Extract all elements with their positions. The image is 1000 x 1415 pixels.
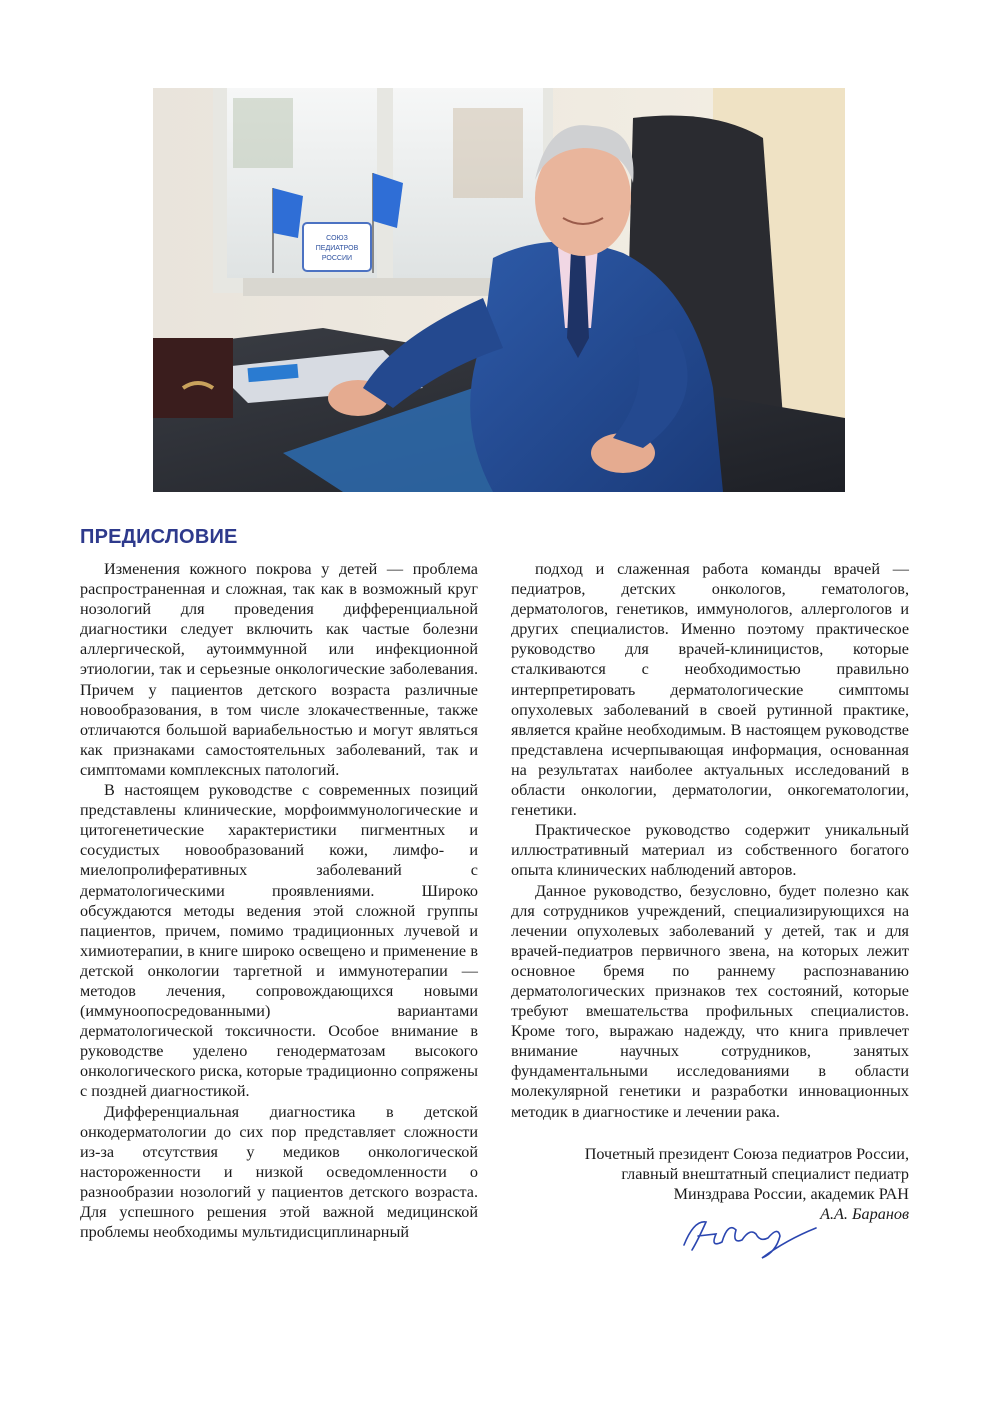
paragraph: Практическое руководство содержит уникальный иллюстративный материал из собственного богатого опыта клинических наблюдений авторов.: [511, 821, 909, 880]
paragraph: Данное руководство, безусловно, будет полезно как для сотрудников учреждений, специализирующихся на лечении опухолевых заболеваний у детей, так и для врачей-педиатров первичного звена, на которых лежит основное бремя по раннему распознаванию дерматологических признаков тех состояний, которые требуют вмешательства профильных специалистов. Кроме того, выражаю надежду, что книга привлечет внимание научных сотрудников, занятых фундаментальными исследованиями в области молекулярной генетики и разработки инновационных методик в диагностике и лечении рака.: [511, 881, 909, 1121]
portrait-photo-icon: [153, 88, 845, 492]
paragraph: Изменения кожного покрова у детей — проблема распространенная и сложная, так как в возможный круг нозологий для проведения дифференциальной диагностики следует включить как частые болезни аллергической, аутоиммунной или инфекционной этиологии, так и серьезные онкологические заболевания. Причем у пациентов детского возраста различные новообразования, в том числе злокачественные, также отличаются большой вариабельностью и могут являться как признаками самостоятельных заболеваний, так и симптомами комплексных патологий.: [80, 560, 478, 779]
emblem-line-2: ПЕДИАТРОВ: [315, 245, 359, 252]
emblem-line-1: СОЮЗ: [326, 235, 348, 242]
paragraph: подход и слаженная работа команды врачей — педиатров, детских онкологов, гематологов, дерматологов, генетиков, иммунологов, аллергологов и других специалистов. Именно поэтому практическое руководство для врачей-клиницистов, которые сталкиваются с необходимостью правильно интерпретировать дерматологические симптомы опухолевых заболеваний в своей рутинной практике, является крайне необходимым. В настоящем руководстве представлена исчерпывающая информация, основанная на результатах наиболее актуальных исследований в области онкологии, дерматологии, онкогематологии, генетики.: [511, 560, 909, 820]
signature-title-line-3: Минздрава России, академик РАН: [673, 1184, 909, 1203]
right-column: [511, 559, 909, 1242]
signature-name: А.А. Баранов: [820, 1204, 909, 1223]
signature-title-line-1: Почетный президент Союза педиатров России,: [584, 1144, 909, 1163]
paragraph: В настоящем руководстве с современных позиций представлены клинические, морфоиммунологические и цитогенетические характеристики пигментных и сосудистых новообразований кожи, лимфо- и миелопролиферативных заболеваний с дерматологическими проявлениями. Широко обсуждаются методы ведения этой сложной группы пациентов, причем, помимо традиционных лучевой и химиотерапии, в книге широко освещено и применение в детской онкологии таргетной и иммунотерапии — методов лечения, сопровождающихся новыми (иммуноопосредованными) вариантами дерматологической токсичности. Особое внимание в руководстве уделено генодерматозам высокого онкологического риска, которые традиционно сопряжены с поздней диагностикой.: [80, 781, 479, 1101]
left-column: [80, 559, 478, 1242]
signature-title-line-2: главный внештатный специалист педиатр: [621, 1164, 909, 1183]
page-title: ПРЕДИСЛОВИЕ: [80, 526, 238, 548]
portrait-photo: [153, 88, 845, 492]
paragraph: Дифференциальная диагностика в детской онкодерматологии до сих пор представляет сложности из-за отсутствия у медиков онкологической настороженности и низкой осведомленности о разнообразии нозологий у пациентов детского возраста. Для успешного решения этой важной медицинской проблемы необходимы мультидисциплинарный: [80, 1102, 478, 1242]
preface-text: [80, 559, 909, 1242]
handwritten-signature-icon: [676, 1200, 826, 1270]
emblem-line-3: РОССИИ: [321, 255, 353, 262]
